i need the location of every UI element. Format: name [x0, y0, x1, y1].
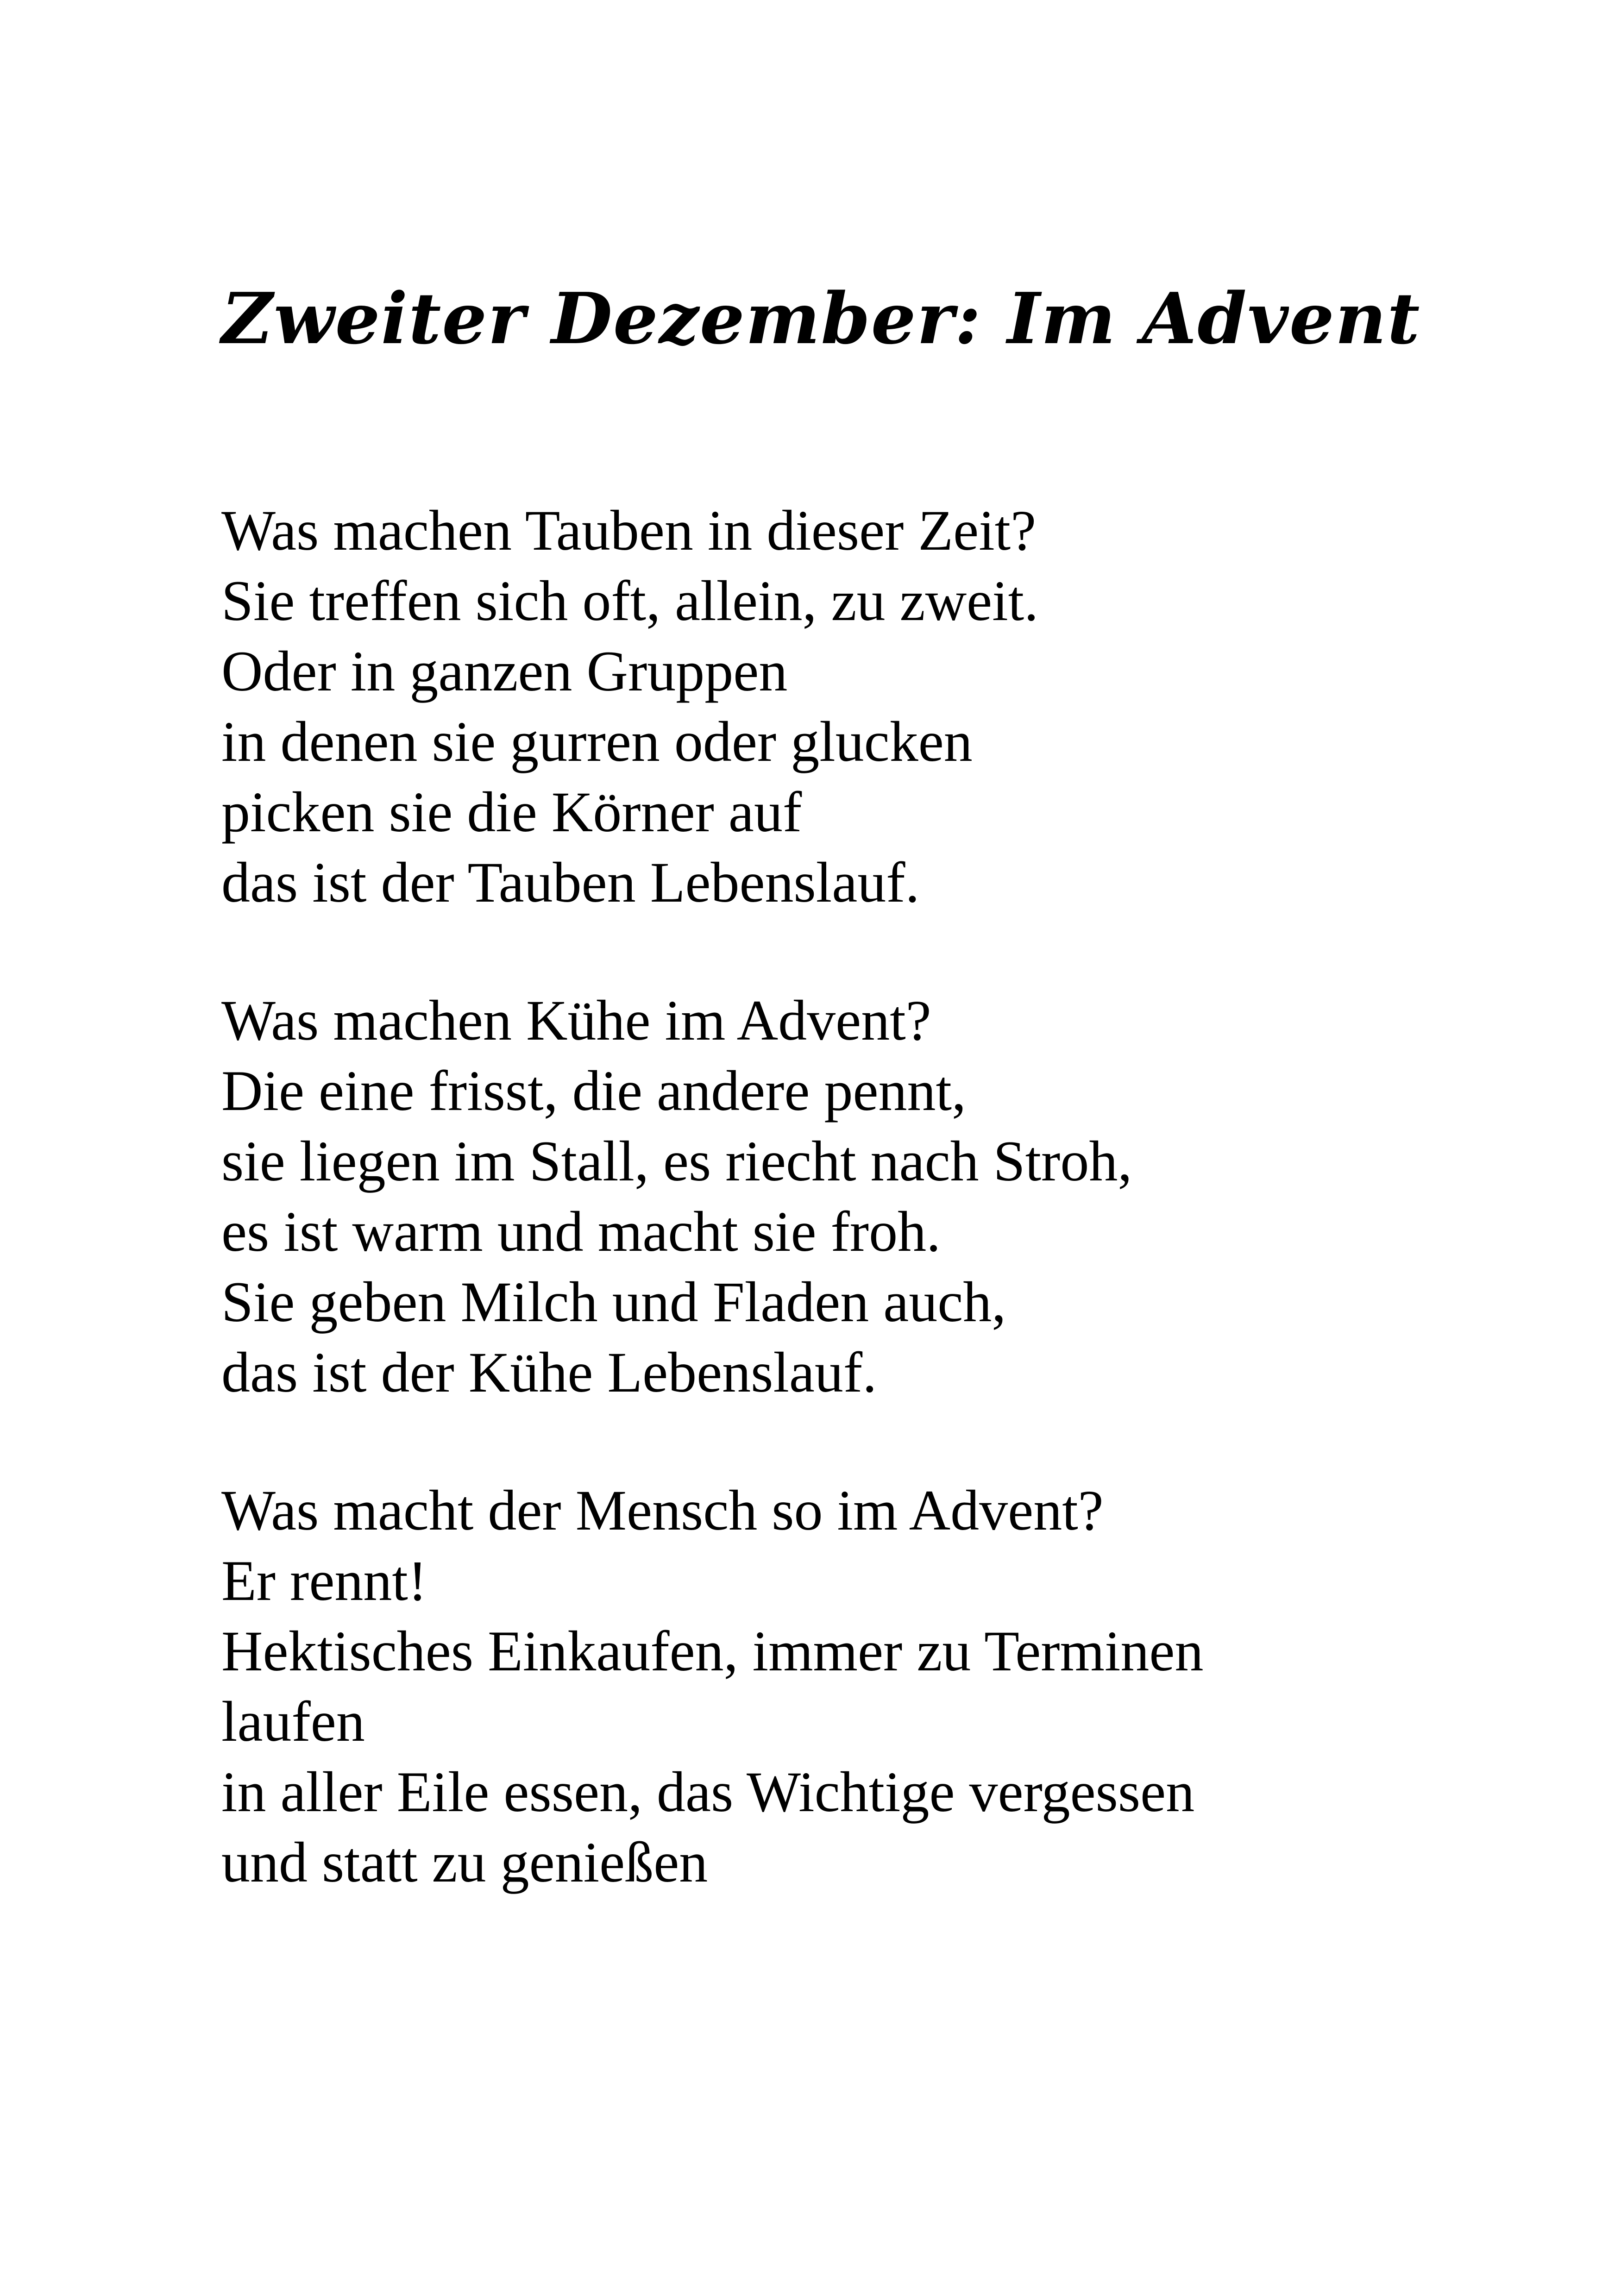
- stanza-1: [221, 496, 1426, 918]
- page-title: Zweiter Dezember: Im Advent: [221, 277, 1421, 360]
- poem-line: Sie geben Milch und Fladen auch,: [221, 1270, 1006, 1334]
- poem-line: Oder in ganzen Gruppen: [221, 640, 788, 703]
- poem-line: Sie treffen sich oft, allein, zu zweit.: [221, 569, 1039, 633]
- poem-line: Er rennt!: [221, 1549, 427, 1612]
- poem-line: Was machen Kühe im Advent?: [221, 989, 931, 1052]
- poem-line: Was macht der Mensch so im Advent?: [221, 1479, 1104, 1542]
- poem-line: Was machen Tauben in dieser Zeit?: [221, 499, 1037, 562]
- poem-line: in aller Eile essen, das Wichtige vergessen: [221, 1760, 1195, 1824]
- poem-line: Hektisches Einkaufen, immer zu Terminen: [221, 1619, 1204, 1683]
- poem-line: das ist der Tauben Lebenslauf.: [221, 851, 920, 914]
- poem-line: in denen sie gurren oder glucken: [221, 710, 973, 773]
- stanza-3: [221, 1475, 1426, 1898]
- stanza-2: [221, 985, 1426, 1408]
- poem-line: das ist der Kühe Lebenslauf.: [221, 1341, 877, 1404]
- poem-line: Die eine frisst, die andere pennt,: [221, 1059, 966, 1123]
- poem-line: sie liegen im Stall, es riecht nach Stroh,: [221, 1129, 1132, 1193]
- poem-body: [221, 496, 1426, 1965]
- poem-line: es ist warm und macht sie froh.: [221, 1200, 941, 1263]
- poem-line: und statt zu genießen: [221, 1831, 708, 1894]
- poem-line: laufen: [221, 1690, 365, 1753]
- poem-line: picken sie die Körner auf: [221, 780, 802, 844]
